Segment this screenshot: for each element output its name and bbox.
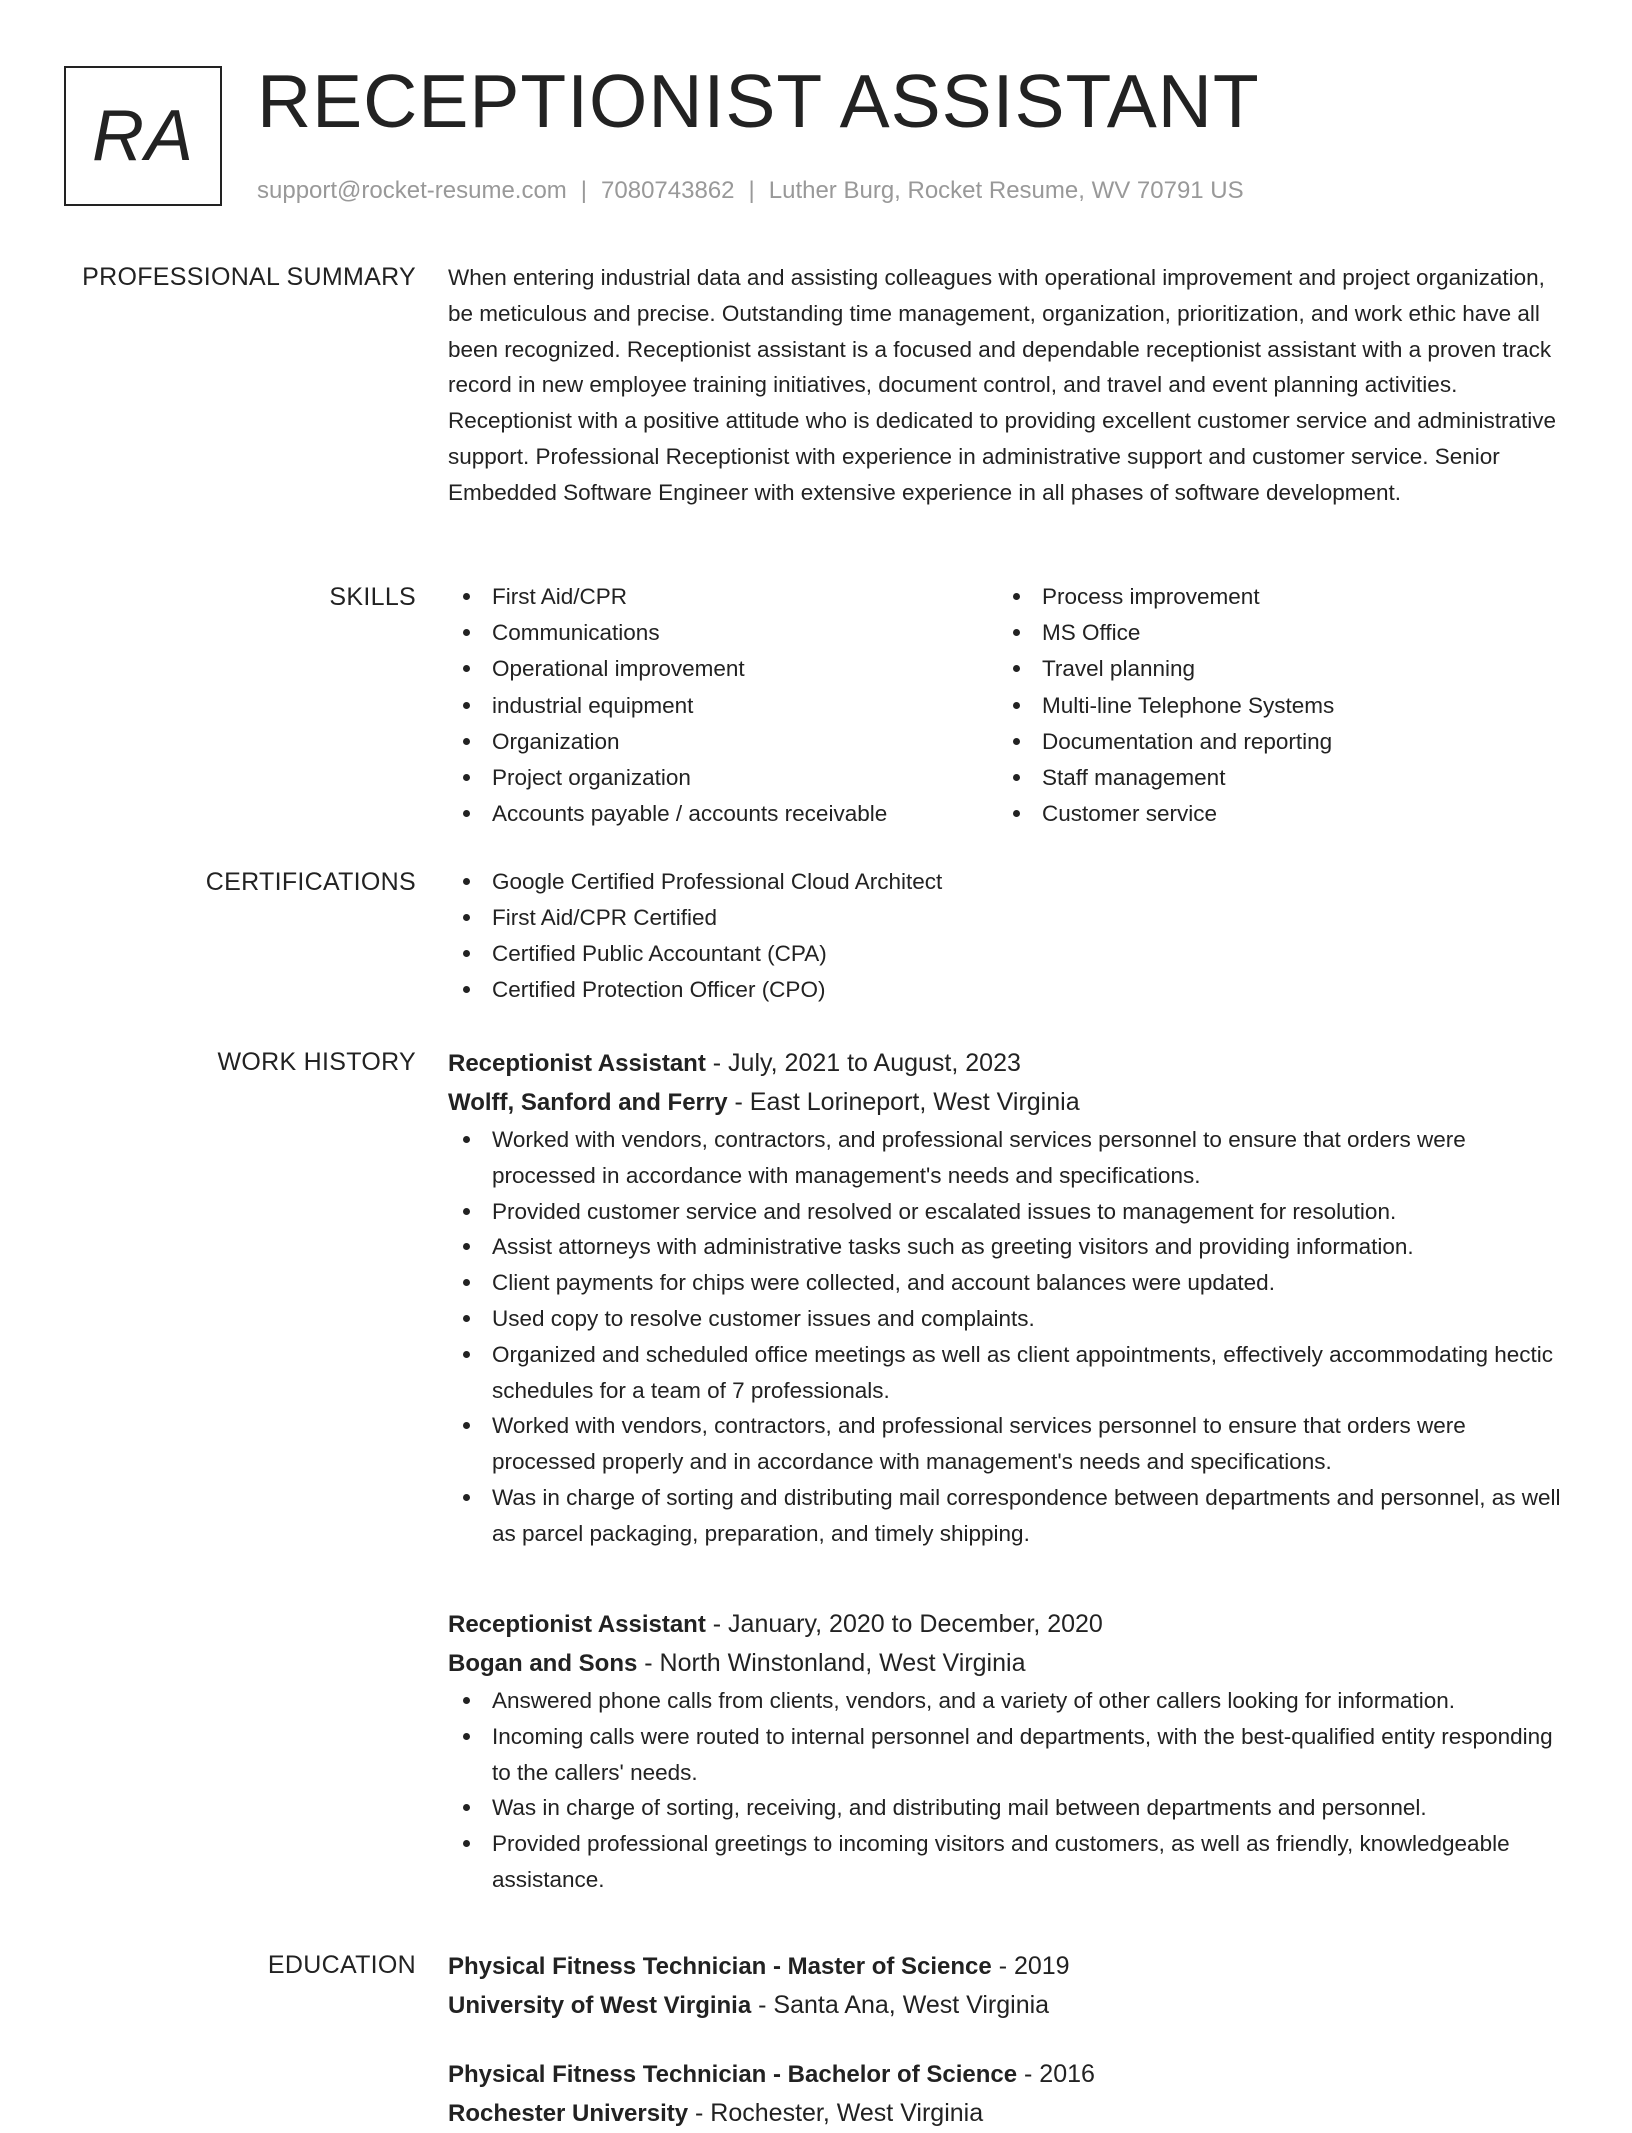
- section-label-skills: SKILLS: [329, 583, 416, 611]
- school-name: Rochester University: [448, 2100, 689, 2127]
- list-item: Documentation and reporting: [998, 724, 1518, 760]
- job-company-line: [448, 1083, 1568, 1122]
- list-item: Multi-line Telephone Systems: [998, 688, 1518, 724]
- school-location: - Santa Ana, West Virginia: [751, 1991, 1050, 2019]
- list-item: Operational improvement: [448, 651, 968, 687]
- job-dates: - January, 2020 to December, 2020: [705, 1610, 1103, 1638]
- job-title: Receptionist Assistant: [448, 1050, 706, 1077]
- school-line: [448, 1986, 1568, 2025]
- initials-monogram: RA: [64, 66, 222, 206]
- address: Luther Burg, Rocket Resume, WV 70791 US: [768, 177, 1244, 204]
- separator: |: [748, 177, 755, 204]
- list-item: Project organization: [448, 760, 968, 796]
- job-title: Receptionist Assistant: [448, 1611, 706, 1638]
- list-item: Answered phone calls from clients, vendors, and a variety of other callers looking for information.: [448, 1683, 1568, 1719]
- degree-line: [448, 1947, 1568, 1986]
- degree: Physical Fitness Technician - Bachelor of Science: [448, 2061, 1018, 2088]
- list-item: Assist attorneys with administrative tasks such as greeting visitors and providing information.: [448, 1229, 1568, 1265]
- section-label-work-history: WORK HISTORY: [217, 1048, 416, 1076]
- list-item: Organization: [448, 724, 968, 760]
- school-line: [448, 2094, 1568, 2133]
- degree-line: [448, 2055, 1568, 2094]
- list-item: Process improvement: [998, 579, 1518, 615]
- list-item: First Aid/CPR Certified: [448, 900, 1568, 936]
- section-label-certifications: CERTIFICATIONS: [205, 868, 416, 896]
- list-item: Was in charge of sorting, receiving, and distributing mail between departments and personnel.: [448, 1790, 1568, 1826]
- company-name: Wolff, Sanford and Ferry: [448, 1089, 728, 1116]
- job-title-line: [448, 1605, 1568, 1644]
- list-item: Was in charge of sorting and distributing mail correspondence between departments and personnel, as well as parcel packaging, preparation, and timely shipping.: [448, 1480, 1568, 1552]
- education-entry: [448, 1947, 1568, 2025]
- job-entry: [448, 1605, 1568, 1898]
- page-title: RECEPTIONIST ASSISTANT: [257, 59, 1260, 143]
- list-item: Incoming calls were routed to internal personnel and departments, with the best-qualified entity responding to the callers' needs.: [448, 1719, 1568, 1791]
- list-item: Used copy to resolve customer issues and complaints.: [448, 1301, 1568, 1337]
- job-dates: - July, 2021 to August, 2023: [705, 1049, 1021, 1077]
- list-item: Customer service: [998, 796, 1518, 832]
- phone[interactable]: 7080743862: [601, 177, 735, 204]
- degree: Physical Fitness Technician - Master of Science: [448, 1953, 992, 1980]
- school-name: University of West Virginia: [448, 1992, 752, 2019]
- graduation-year: - 2016: [1017, 2060, 1095, 2088]
- skills-list-right: [998, 579, 1518, 832]
- list-item: Certified Protection Officer (CPO): [448, 972, 1568, 1008]
- separator: |: [580, 177, 588, 204]
- list-item: Certified Public Accountant (CPA): [448, 936, 1568, 972]
- skills-list-left: [448, 579, 968, 832]
- email[interactable]: support@rocket-resume.com: [257, 177, 567, 204]
- list-item: Provided professional greetings to incoming visitors and customers, as well as friendly, knowledgeable assistance.: [448, 1826, 1568, 1898]
- list-item: MS Office: [998, 615, 1518, 651]
- job-entry: [448, 1044, 1568, 1552]
- list-item: Provided customer service and resolved or escalated issues to management for resolution.: [448, 1194, 1568, 1230]
- certifications-list: [448, 864, 1568, 1008]
- list-item: Staff management: [998, 760, 1518, 796]
- contact-line: [257, 174, 1244, 208]
- list-item: Travel planning: [998, 651, 1518, 687]
- section-label-summary: PROFESSIONAL SUMMARY: [82, 263, 416, 291]
- list-item: industrial equipment: [448, 688, 968, 724]
- list-item: Client payments for chips were collected, and account balances were updated.: [448, 1265, 1568, 1301]
- job-company-line: [448, 1644, 1568, 1683]
- list-item: Worked with vendors, contractors, and professional services personnel to ensure that orders were processed properly and in accordance with management's needs and specifications.: [448, 1408, 1568, 1480]
- job-bullets: [448, 1122, 1568, 1552]
- list-item: Worked with vendors, contractors, and professional services personnel to ensure that orders were processed in accordance with management's needs and specifications.: [448, 1122, 1568, 1194]
- list-item: First Aid/CPR: [448, 579, 968, 615]
- company-location: - North Winstonland, West Virginia: [637, 1649, 1026, 1677]
- company-name: Bogan and Sons: [448, 1650, 638, 1677]
- list-item: Accounts payable / accounts receivable: [448, 796, 968, 832]
- graduation-year: - 2019: [991, 1952, 1070, 1980]
- section-label-education: EDUCATION: [267, 1951, 416, 1979]
- job-bullets: [448, 1683, 1568, 1898]
- education-entry: [448, 2055, 1568, 2133]
- list-item: Organized and scheduled office meetings as well as client appointments, effectively accommodating hectic schedules for a team of 7 professionals.: [448, 1337, 1568, 1409]
- list-item: Google Certified Professional Cloud Architect: [448, 864, 1568, 900]
- school-location: - Rochester, West Virginia: [688, 2099, 984, 2127]
- job-title-line: [448, 1044, 1568, 1083]
- list-item: Communications: [448, 615, 968, 651]
- company-location: - East Lorineport, West Virginia: [727, 1088, 1080, 1116]
- summary-text: When entering industrial data and assisting colleagues with operational improvement and project organization, be meticulous and precise. Outstanding time management, organization, prioritization, and work ethic have all been recognized. Receptionist assistant is a focused and dependable receptionist assistant with a proven track record in new employee training initiatives, document control, and travel and event planning activities. Receptionist with a positive attitude who is dedicated to providing excellent customer service and administrative support. Professional Receptionist with experience in administrative support and customer service. Senior Embedded Software Engineer with extensive experience in all phases of software development.: [448, 265, 1557, 505]
